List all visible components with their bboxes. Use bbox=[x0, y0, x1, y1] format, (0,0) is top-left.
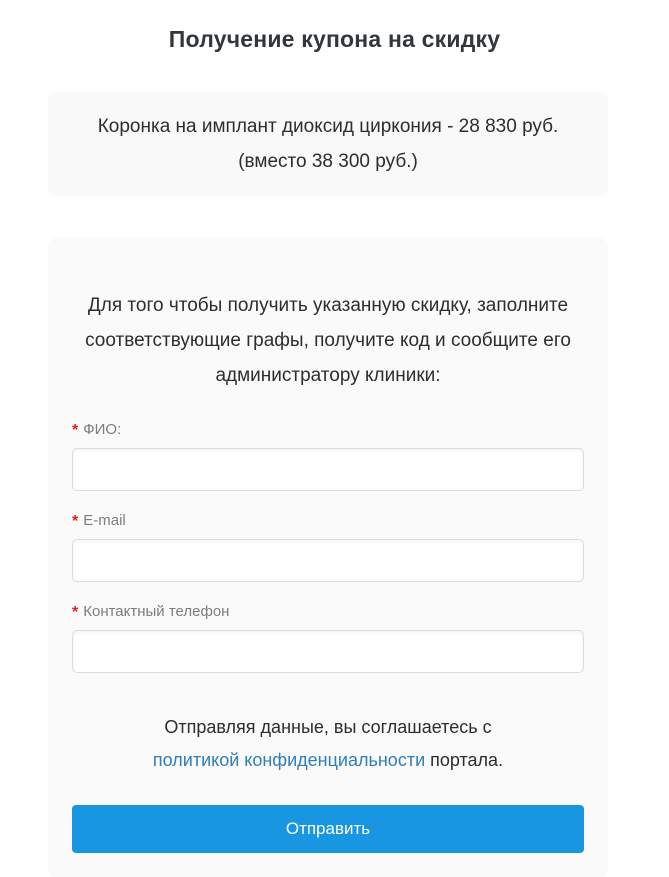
form-instructions: Для того чтобы получить указанную скидку, заполните соответствующие графы, получите код и сообщите его администратору клиники: bbox=[85, 295, 571, 386]
page-title: Получение купона на скидку bbox=[168, 26, 501, 52]
form-group-phone bbox=[72, 603, 584, 673]
offer-line-price: Коронка на имплант диоксид циркония - 28 830 руб. bbox=[97, 116, 559, 137]
name-field-label bbox=[72, 421, 584, 439]
offer-line-old-price: (вместо 38 300 руб.) bbox=[238, 151, 418, 172]
email-input[interactable] bbox=[72, 539, 584, 582]
required-asterisk: * bbox=[72, 513, 79, 530]
submit-button[interactable]: Отправить bbox=[72, 805, 584, 853]
name-label-text: ФИО: bbox=[83, 421, 122, 438]
name-input[interactable] bbox=[72, 448, 584, 491]
required-asterisk: * bbox=[72, 422, 79, 439]
form-group-email bbox=[72, 512, 584, 582]
email-label-text: E-mail bbox=[83, 512, 126, 529]
agreement-line-1: Отправляя данные, вы соглашаетесь с bbox=[164, 717, 492, 737]
phone-label-text: Контактный телефон bbox=[83, 603, 230, 620]
agreement-line-2 bbox=[72, 744, 584, 777]
phone-input[interactable] bbox=[72, 630, 584, 673]
phone-field-label bbox=[72, 603, 584, 621]
email-field-label bbox=[72, 512, 584, 530]
offer-box bbox=[48, 92, 608, 196]
required-asterisk: * bbox=[72, 604, 79, 621]
content-container bbox=[48, 92, 608, 877]
form-group-name bbox=[72, 421, 584, 491]
agreement-suffix: портала. bbox=[425, 750, 504, 770]
agreement-text bbox=[72, 711, 584, 777]
form-fields bbox=[72, 421, 584, 673]
privacy-policy-link[interactable]: политикой конфиденциальности bbox=[152, 750, 426, 770]
coupon-form-card bbox=[48, 238, 608, 877]
